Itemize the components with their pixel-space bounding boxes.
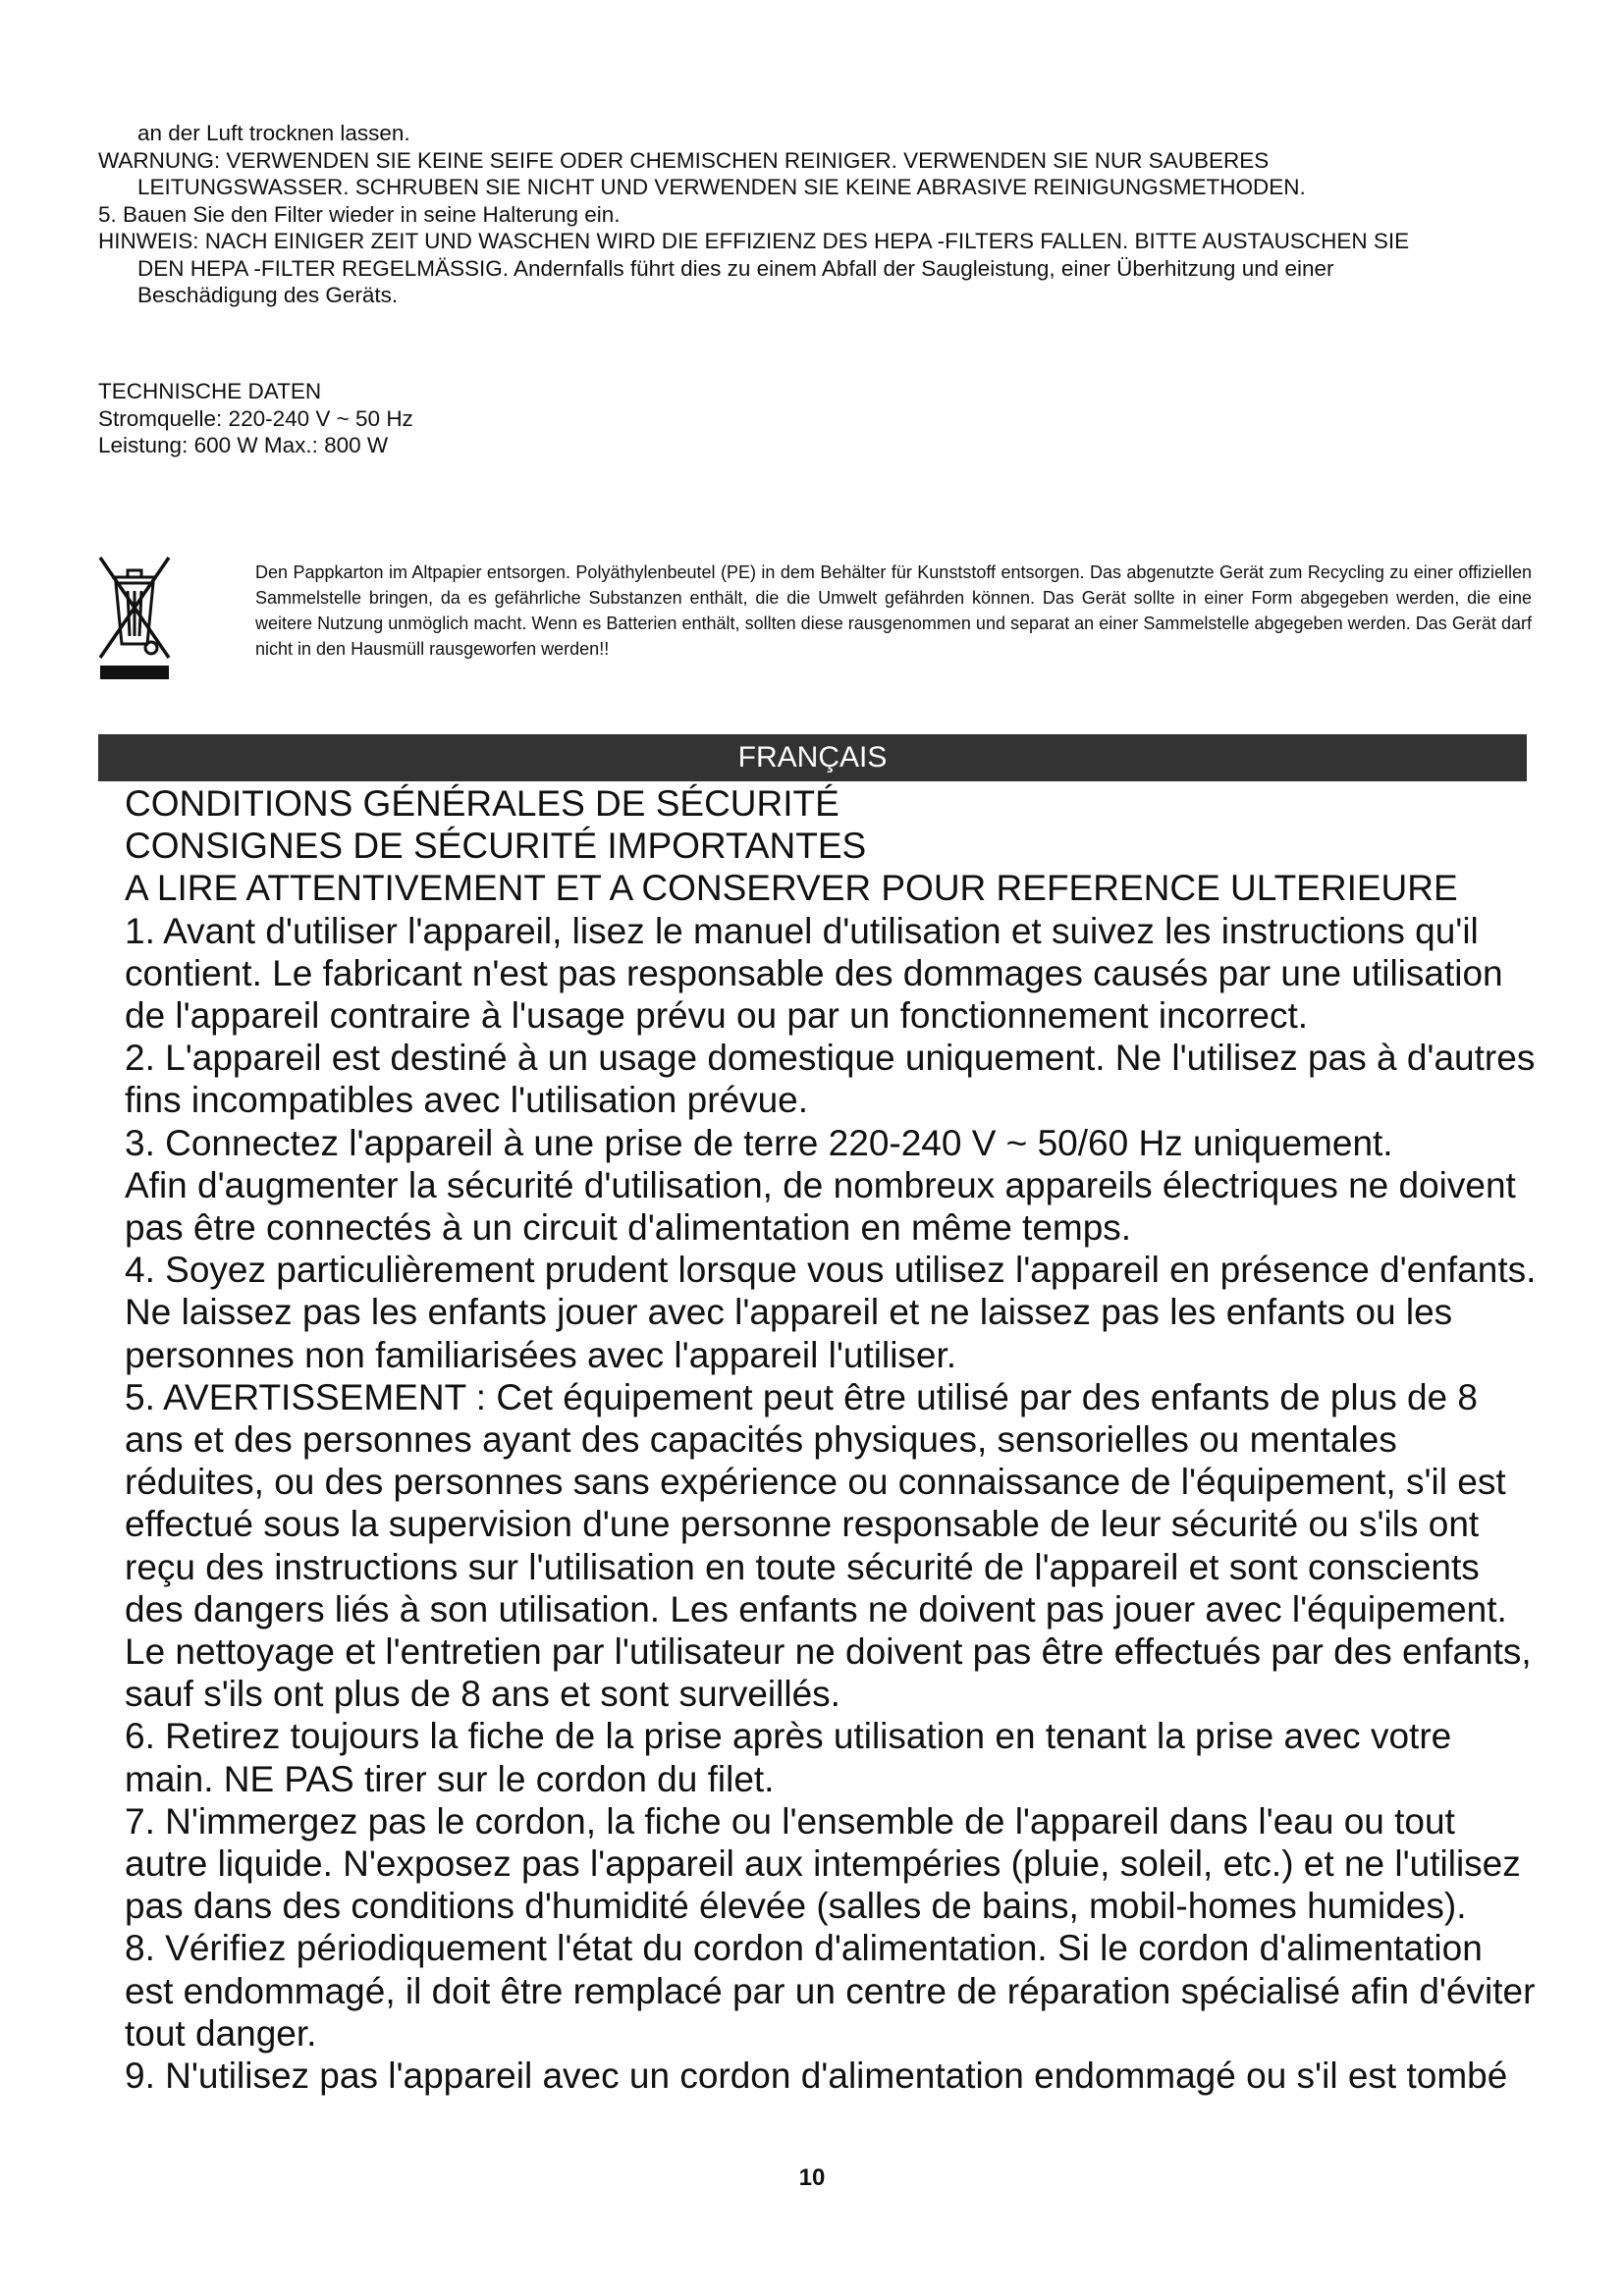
french-item-1: 1. Avant d'utiliser l'appareil, lisez le manuel d'utilisation et suivez les instructions qu'il contient. Le fabricant n'est pas responsable des dommages causés par une utilisation de l'appareil contraire à l'usage prévu ou par un fonctionnement incorrect. [125, 910, 1503, 1037]
german-warning: WARNUNG: VERWENDEN SIE KEINE SEIFE ODER CHEMISCHEN REINIGER. VERWENDEN SIE NUR SAUBERES [98, 147, 1270, 173]
french-title-2: CONSIGNES DE SÉCURITÉ IMPORTANTES [125, 826, 867, 867]
weee-crossed-bin-icon [98, 554, 171, 681]
german-instructions [98, 120, 1551, 309]
power-source: Stromquelle: 220-240 V ~ 50 Hz [98, 405, 413, 431]
french-item-2: 2. L'appareil est destiné à un usage domestique uniquement. Ne l'utilisez pas à d'autres fins incompatibles avec l'utilisation prévue. [125, 1038, 1536, 1121]
french-item-3-note: Afin d'augmenter la sécurité d'utilisation, de nombreux appareils électriques ne doivent pas être connectés à un circuit d'alimentation en même temps. [125, 1164, 1516, 1249]
french-item-5: 5. AVERTISSEMENT : Cet équipement peut être utilisé par des enfants de plus de 8 ans et des personnes ayant des capacités physiques, sensorielles ou mentales réduites, ou des personnes sans expérience ou connaissance de l'équipement, s'il est effectué sous la supervision d'une personne responsable de leur sécurité ou s'ils ont reçu des instructions sur l'utilisation en toute sécurité de l'appareil et sont conscients des dangers liés à son utilisation. Les enfants ne doivent pas jouer avec l'équipement. Le nettoyage et l'entretien par l'utilisateur ne doivent pas être effectués par des enfants, sauf s'ils ont plus de 8 ans et sont surveillés. [125, 1376, 1532, 1715]
german-note-continued-1: DEN HEPA -FILTER REGELMÄSSIG. Andernfalls führt dies zu einem Abfall der Saugleistung, einer Überhitzung und einer [137, 255, 1334, 281]
french-item-8: 8. Vérifiez périodiquement l'état du cordon d'alimentation. Si le cordon d'alimentation est endommagé, il doit être remplacé par un centre de réparation spécialisé afin d'éviter tout danger. [125, 1928, 1536, 2054]
power-rating: Leistung: 600 W Max.: 800 W [98, 433, 389, 457]
french-item-6: 6. Retirez toujours la fiche de la prise après utilisation en tenant la prise avec votre main. NE PAS tirer sur le cordon du filet. [125, 1716, 1452, 1799]
french-item-7: 7. N'immergez pas le cordon, la fiche ou l'ensemble de l'appareil dans l'eau ou tout autre liquide. N'exposez pas l'appareil aux intempéries (pluie, soleil, etc.) et ne l'utilisez pas dans des conditions d'humidité élevée (salles de bains, mobil-homes humides). [125, 1800, 1521, 1927]
french-title-3: A LIRE ATTENTIVEMENT ET A CONSERVER POUR REFERENCE ULTERIEURE [125, 868, 1458, 909]
german-note-continued-2: Beschädigung des Geräts. [137, 283, 399, 307]
french-item-4: 4. Soyez particulièrement prudent lorsque vous utilisez l'appareil en présence d'enfants. Ne laissez pas les enfants jouer avec l'appareil et ne laissez pas les enfants ou les personnes non familiarisées avec l'appareil l'utiliser. [125, 1250, 1537, 1375]
french-item-9: 9. N'utilisez pas l'appareil avec un cordon d'alimentation endommagé ou s'il est tombé [125, 2056, 1508, 2097]
german-line-dry: an der Luft trocknen lassen. [137, 121, 410, 145]
french-item-3: 3. Connectez l'appareil à une prise de terre 220-240 V ~ 50/60 Hz uniquement. [125, 1122, 1393, 1163]
german-note: HINWEIS: NACH EINIGER ZEIT UND WASCHEN WIRD DIE EFFIZIENZ DES HEPA -FILTERS FALLEN. BITTE AUSTAUSCHEN SIE [98, 229, 1410, 253]
german-warning-continued: LEITUNGSWASSER. SCHRUBEN SIE NICHT UND VERWENDEN SIE KEINE ABRASIVE REINIGUNGSMETHODEN. [137, 175, 1306, 199]
language-banner-francais: FRANÇAIS [98, 734, 1527, 781]
page-number: 10 [798, 2164, 826, 2191]
french-title-1: CONDITIONS GÉNÉRALES DE SÉCURITÉ [125, 783, 839, 824]
technical-data-heading: TECHNISCHE DATEN [98, 379, 322, 403]
german-step-5: 5. Bauen Sie den Filter wieder in seine Halterung ein. [98, 201, 621, 227]
french-safety-instructions [125, 782, 1539, 2097]
disposal-notice: Den Pappkarton im Altpapier entsorgen. Polyäthylenbeutel (PE) in dem Behälter für Kunststoff entsorgen. Das abgenutzte Gerät zum Recycling zu einer offiziellen Sammelstelle bringen, da es gefährliche Substanzen enthält, die die Umwelt gefährden können. Das Gerät sollte in einer Form abgegeben werden, die eine weitere Nutzung unmöglich macht. Wenn es Batterien enthält, sollten diese rausgenommen und separat an einer Sammelstelle abgegeben werden. Das Gerät darf nicht in den Hausmüll rausgeworfen werden!! [255, 562, 1532, 659]
technical-data [98, 378, 1551, 459]
